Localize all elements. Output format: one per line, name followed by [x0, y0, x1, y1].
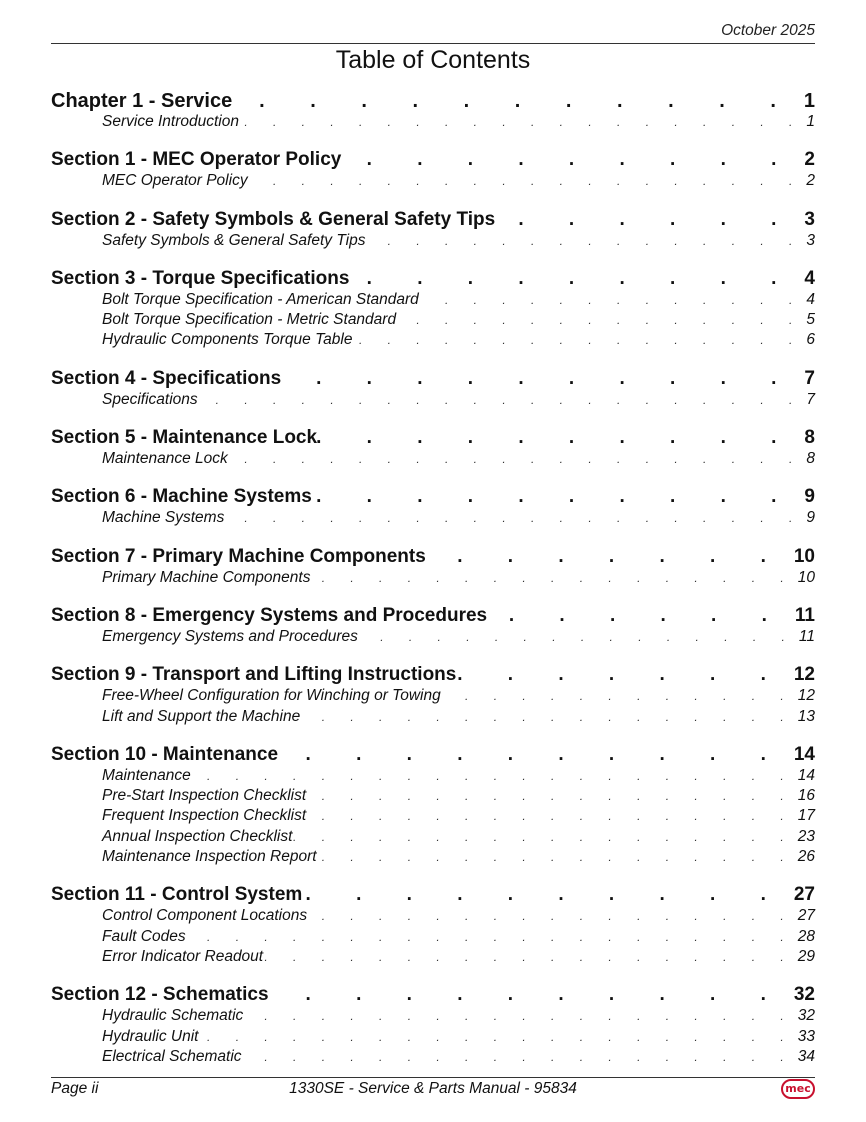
toc-leader-dots [191, 766, 795, 786]
toc-leader-dots [224, 508, 803, 528]
toc-entry-title: Maintenance Inspection Report [102, 848, 317, 866]
toc-entry-title: Pre-Start Inspection Checklist [102, 787, 307, 805]
toc-section-page: 9 [804, 486, 815, 508]
toc-entry[interactable] [51, 112, 815, 132]
toc-leader-dots [186, 927, 795, 947]
table-of-contents [51, 90, 815, 1084]
toc-entry[interactable] [51, 508, 815, 528]
toc-entry-page: 16 [797, 787, 815, 805]
toc-section [51, 744, 815, 867]
toc-section [51, 268, 815, 351]
page-title: Table of Contents [335, 46, 531, 74]
toc-entry-title: Machine Systems [102, 509, 225, 527]
toc-section-page: 10 [793, 545, 815, 567]
toc-entry-page: 32 [797, 1007, 815, 1025]
toc-entry-title: MEC Operator Policy [102, 172, 248, 190]
toc-section [51, 605, 815, 647]
toc-leader-dots [352, 330, 803, 350]
toc-section-title: Chapter 1 - Service [51, 90, 233, 112]
header-rule [51, 43, 815, 44]
toc-entry-title: Hydraulic Schematic [102, 1007, 244, 1025]
toc-entry[interactable] [51, 847, 815, 867]
toc-section-page: 1 [803, 90, 815, 112]
toc-entry[interactable] [51, 1027, 815, 1047]
toc-entry-page: 17 [797, 807, 815, 825]
toc-entry-title: Bolt Torque Specification - American Standard [102, 290, 419, 308]
toc-entry[interactable] [51, 906, 815, 926]
toc-entry-page: 29 [797, 947, 815, 965]
toc-entry[interactable] [51, 449, 815, 469]
toc-section-heading[interactable] [51, 90, 815, 112]
toc-leader-dots [341, 149, 796, 171]
toc-leader-dots [495, 209, 796, 231]
header-date: October 2025 [721, 22, 815, 39]
toc-entry-title: Annual Inspection Checklist [102, 827, 293, 845]
toc-section-page: 32 [793, 984, 815, 1006]
toc-entry-title: Primary Machine Components [102, 568, 311, 586]
toc-entry-page: 3 [806, 231, 815, 249]
toc-section-page: 7 [804, 367, 815, 389]
toc-entry-page: 28 [797, 927, 815, 945]
toc-leader-dots [302, 884, 786, 906]
toc-section-title: Section 5 - Maintenance Lock [51, 427, 318, 449]
toc-section [51, 664, 815, 727]
toc-leader-dots [358, 627, 796, 647]
toc-leader-dots [456, 664, 786, 686]
toc-leader-dots [281, 368, 796, 390]
toc-entry-page: 2 [806, 172, 815, 190]
toc-section [51, 546, 815, 588]
toc-entry-page: 23 [797, 827, 815, 845]
toc-section [51, 984, 815, 1067]
footer-page-number: Page ii [51, 1080, 99, 1097]
toc-entry[interactable] [51, 947, 815, 967]
toc-section-title: Section 2 - Safety Symbols & General Safety Tips [51, 208, 496, 230]
toc-section [51, 884, 815, 967]
toc-entry-title: Control Component Locations [102, 907, 308, 925]
toc-entry-title: Bolt Torque Specification - Metric Standard [102, 311, 397, 329]
toc-entry-page: 11 [798, 627, 815, 645]
toc-section-page: 2 [804, 149, 815, 171]
mec-logo: mec [781, 1079, 815, 1099]
toc-section-heading[interactable] [51, 268, 815, 290]
toc-leader-dots [278, 744, 786, 766]
toc-section [51, 90, 815, 132]
toc-section [51, 427, 815, 469]
toc-leader-dots [198, 390, 804, 410]
toc-leader-dots [300, 707, 795, 727]
toc-section-title: Section 7 - Primary Machine Components [51, 545, 426, 567]
toc-entry-page: 9 [806, 509, 815, 527]
toc-entry[interactable] [51, 927, 815, 947]
toc-section-page: 12 [793, 664, 815, 686]
toc-leader-dots [396, 310, 803, 330]
toc-leader-dots [239, 112, 803, 132]
toc-leader-dots [248, 171, 804, 191]
toc-leader-dots [312, 486, 797, 508]
toc-entry-title: Error Indicator Readout [102, 947, 264, 965]
toc-entry-page: 10 [797, 568, 815, 586]
toc-section-title: Section 4 - Specifications [51, 367, 282, 389]
toc-entry-title: Fault Codes [102, 927, 186, 945]
toc-section [51, 149, 815, 191]
toc-entry-page: 33 [797, 1027, 815, 1045]
toc-entry-title: Lift and Support the Machine [102, 707, 301, 725]
toc-section-heading[interactable] [51, 209, 815, 231]
toc-leader-dots [317, 847, 795, 867]
toc-entry[interactable] [51, 707, 815, 727]
toc-entry-page: 5 [806, 311, 815, 329]
toc-section-heading[interactable] [51, 546, 815, 568]
toc-section-title: Section 10 - Maintenance [51, 743, 279, 765]
toc-section-title: Section 9 - Transport and Lifting Instructions [51, 664, 457, 686]
toc-entry[interactable] [51, 290, 815, 310]
toc-section-heading[interactable] [51, 427, 815, 449]
toc-section-heading[interactable] [51, 368, 815, 390]
toc-section-page: 8 [804, 427, 815, 449]
toc-section-heading[interactable] [51, 744, 815, 766]
toc-entry[interactable] [51, 390, 815, 410]
toc-entry[interactable] [51, 686, 815, 706]
toc-section-heading[interactable] [51, 984, 815, 1006]
toc-entry[interactable] [51, 786, 815, 806]
toc-entry-title: Frequent Inspection Checklist [102, 807, 307, 825]
toc-entry[interactable] [51, 1047, 815, 1067]
toc-entry[interactable] [51, 1006, 815, 1026]
toc-entry-title: Hydraulic Components Torque Table [102, 331, 353, 349]
toc-section-heading[interactable] [51, 664, 815, 686]
toc-section-page: 27 [793, 884, 815, 906]
toc-leader-dots [426, 546, 786, 568]
toc-section-title: Section 6 - Machine Systems [51, 486, 312, 508]
toc-entry-title: Hydraulic Unit [102, 1027, 199, 1045]
toc-entry[interactable] [51, 627, 815, 647]
toc-section-page: 3 [804, 208, 815, 230]
toc-leader-dots [242, 1047, 795, 1067]
toc-leader-dots [243, 1006, 794, 1026]
toc-leader-dots [306, 806, 795, 826]
toc-entry-title: Safety Symbols & General Safety Tips [102, 231, 366, 249]
toc-leader-dots [306, 786, 795, 806]
toc-leader-dots [263, 947, 795, 967]
toc-entry[interactable] [51, 766, 815, 786]
toc-entry-page: 14 [797, 766, 815, 784]
toc-leader-dots [228, 449, 804, 469]
toc-leader-dots [232, 90, 796, 112]
toc-section-heading[interactable] [51, 486, 815, 508]
toc-section-page: 4 [804, 267, 815, 289]
toc-section-heading[interactable] [51, 884, 815, 906]
toc-entry[interactable] [51, 330, 815, 350]
toc-entry-title: Emergency Systems and Procedures [102, 627, 358, 645]
toc-entry-page: 8 [806, 450, 815, 468]
toc-leader-dots [317, 427, 796, 449]
toc-entry-title: Service Introduction [102, 113, 239, 130]
toc-entry-page: 34 [797, 1047, 815, 1065]
toc-section-heading[interactable] [51, 149, 815, 171]
toc-leader-dots [349, 268, 796, 290]
toc-section [51, 486, 815, 528]
toc-entry[interactable] [51, 568, 815, 588]
toc-entry-title: Maintenance [102, 766, 191, 784]
toc-entry-title: Maintenance Lock [102, 450, 228, 468]
toc-section [51, 368, 815, 410]
toc-leader-dots [441, 686, 795, 706]
toc-leader-dots [198, 1027, 794, 1047]
toc-entry[interactable] [51, 231, 815, 251]
footer-manual-title: 1330SE - Service & Parts Manual - 95834 [289, 1080, 577, 1097]
toc-leader-dots [292, 827, 794, 847]
toc-entry-page: 7 [806, 390, 815, 408]
toc-section [51, 209, 815, 251]
toc-section-heading[interactable] [51, 605, 815, 627]
toc-entry[interactable] [51, 171, 815, 191]
toc-section-title: Section 1 - MEC Operator Policy [51, 149, 342, 171]
toc-section-title: Section 12 - Schematics [51, 984, 269, 1006]
toc-entry-page: 26 [797, 848, 815, 866]
toc-section-page: 11 [794, 604, 815, 626]
toc-entry-title: Specifications [102, 390, 198, 408]
toc-entry-title: Electrical Schematic [102, 1047, 242, 1065]
toc-leader-dots [487, 605, 787, 627]
toc-section-title: Section 3 - Torque Specifications [51, 267, 350, 289]
toc-entry-page: 4 [806, 290, 815, 308]
toc-leader-dots [365, 231, 803, 251]
toc-entry-page: 12 [797, 687, 815, 705]
toc-entry[interactable] [51, 806, 815, 826]
toc-entry-page: 6 [806, 331, 815, 349]
toc-entry-page: 13 [797, 707, 815, 725]
toc-section-title: Section 8 - Emergency Systems and Procedures [51, 604, 488, 626]
toc-section-page: 14 [793, 743, 815, 765]
toc-entry-page: 27 [797, 907, 815, 925]
toc-entry[interactable] [51, 310, 815, 330]
toc-entry[interactable] [51, 827, 815, 847]
toc-leader-dots [307, 906, 795, 926]
toc-entry-page: 1 [806, 113, 815, 130]
toc-leader-dots [269, 984, 786, 1006]
toc-section-title: Section 11 - Control System [51, 884, 303, 906]
toc-leader-dots [310, 568, 794, 588]
footer-rule [51, 1077, 815, 1078]
toc-leader-dots [419, 290, 804, 310]
toc-entry-title: Free-Wheel Configuration for Winching or Towing [102, 687, 441, 705]
